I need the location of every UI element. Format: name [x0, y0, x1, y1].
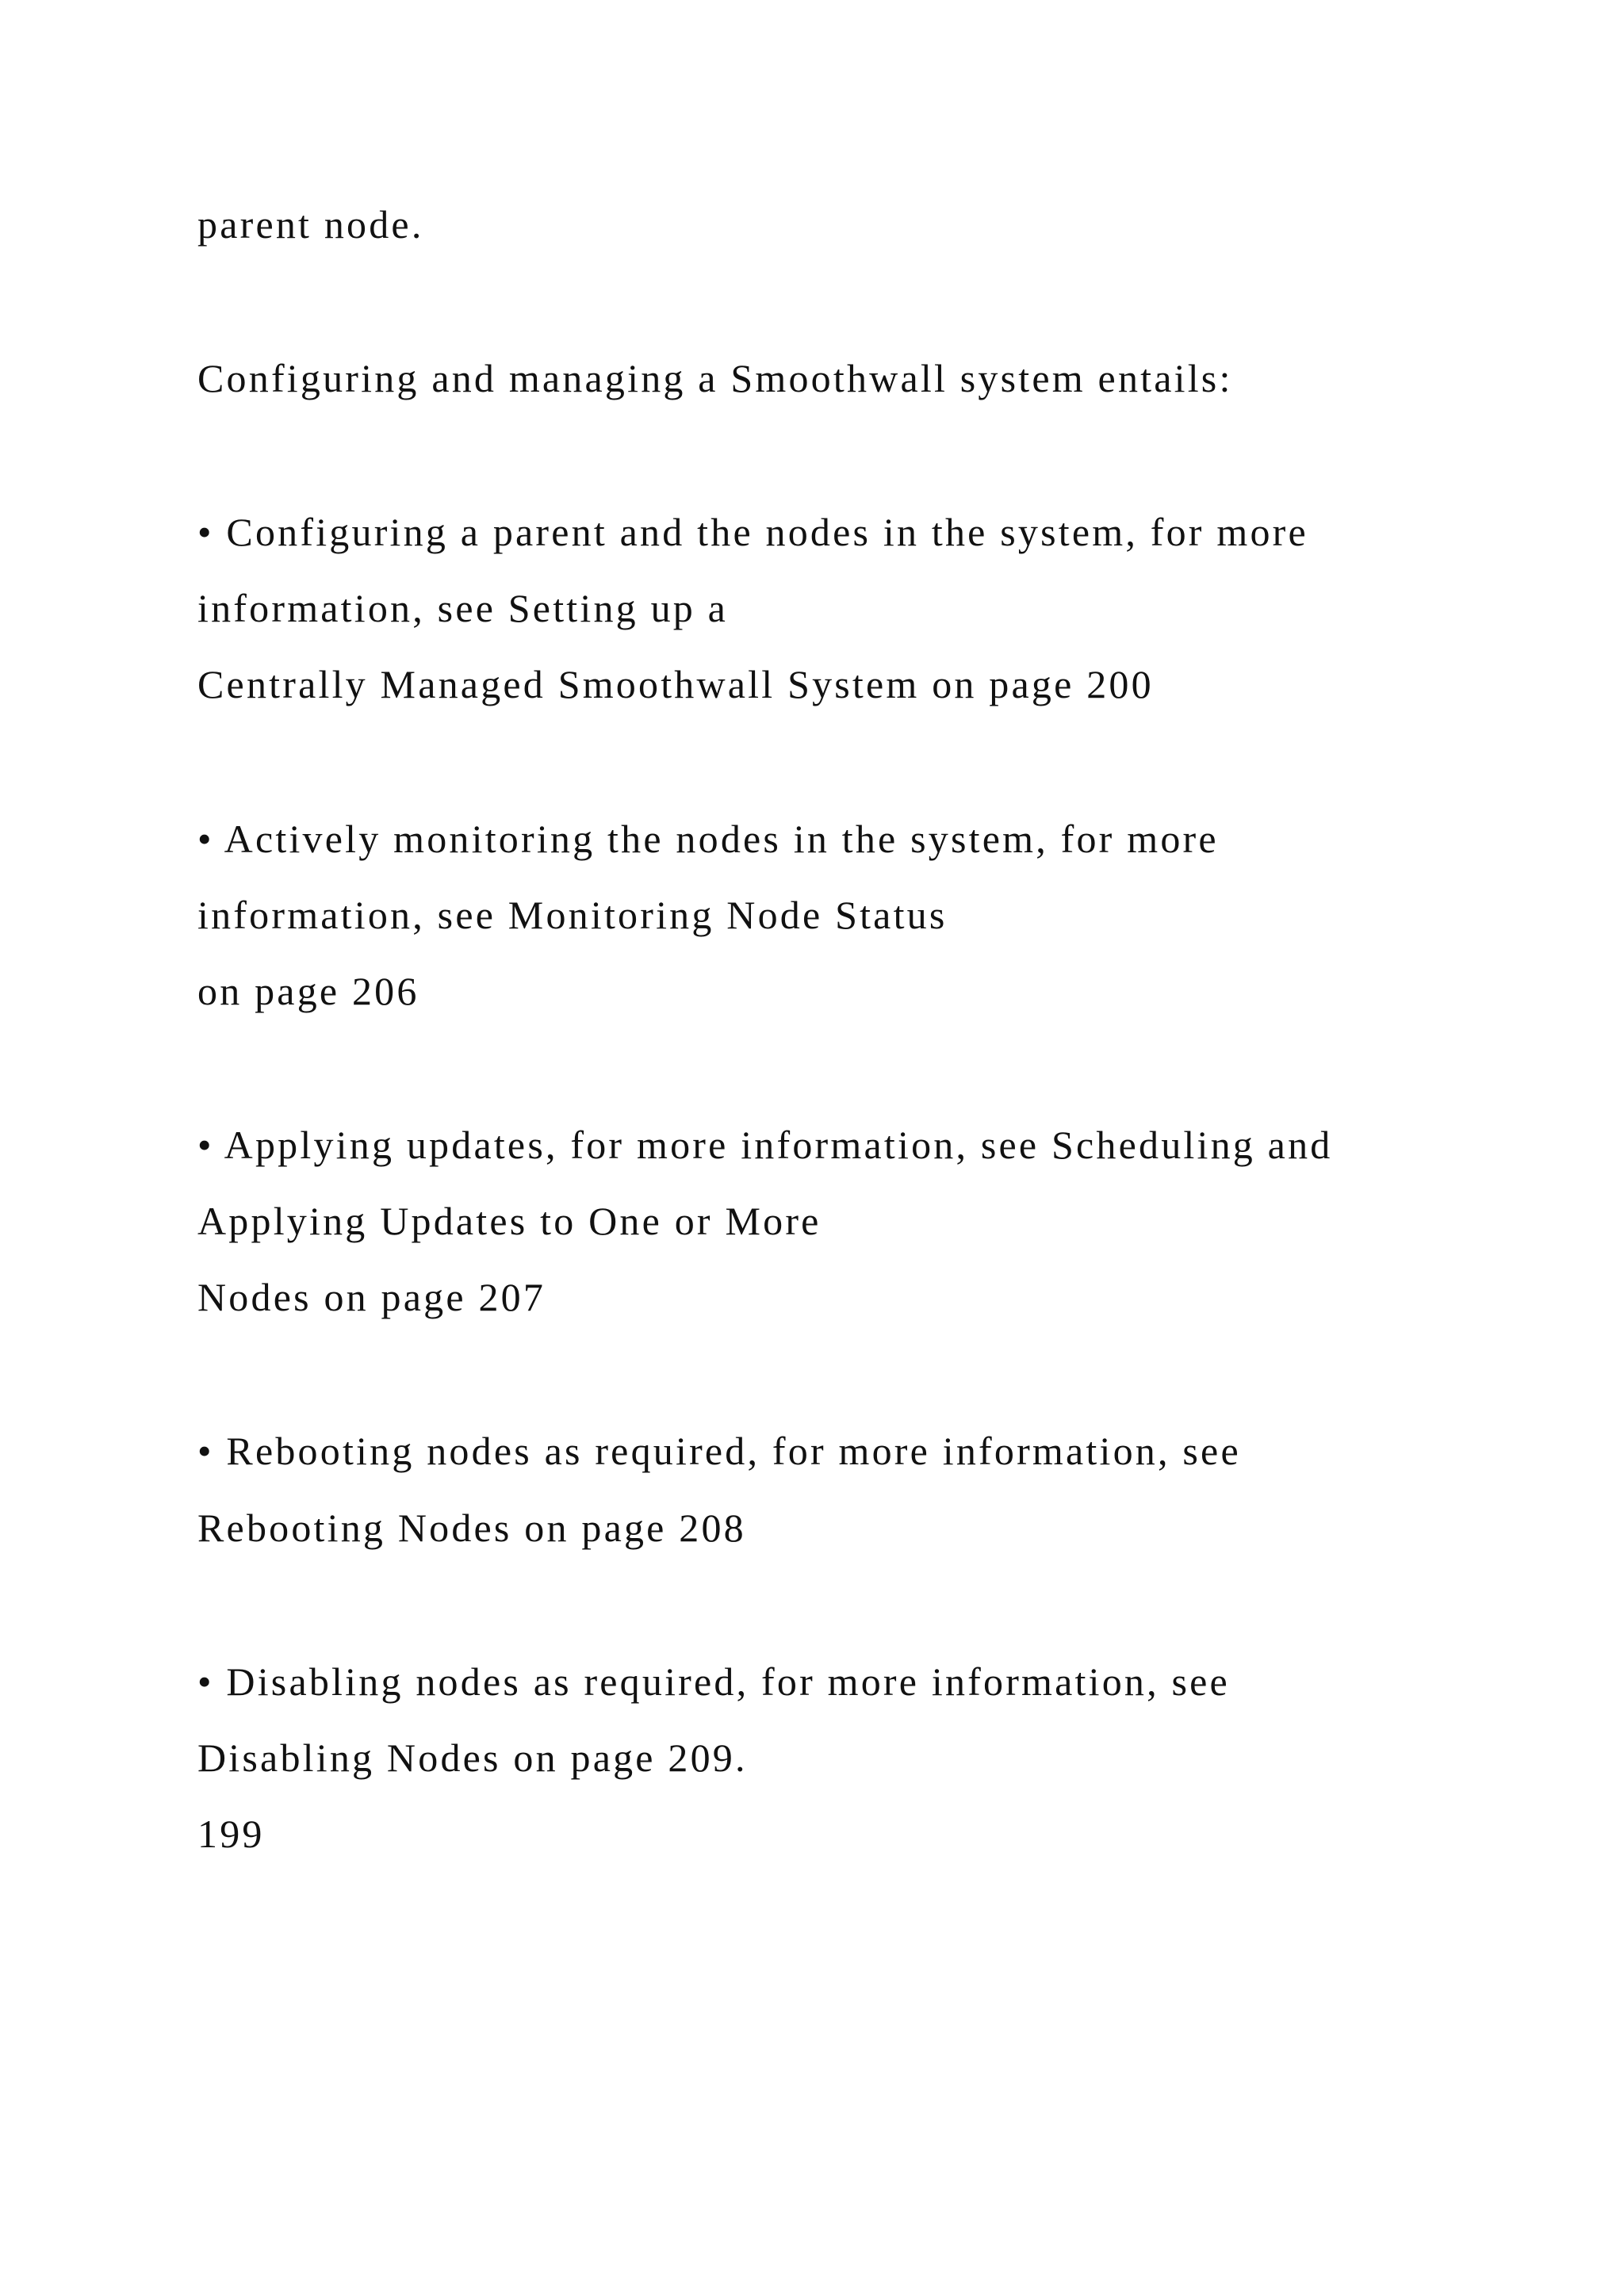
list-item-line: Rebooting Nodes on page 208 [197, 1506, 746, 1550]
list-item-line: Centrally Managed Smoothwall System on page 200 [197, 662, 1154, 706]
list-item-line: • Applying updates, for more information, see Scheduling and [197, 1123, 1333, 1167]
list-item-line: • Rebooting nodes as required, for more information, see [197, 1429, 1241, 1473]
lead-paragraph: Configuring and managing a Smoothwall system entails: [197, 356, 1233, 400]
list-item-line: • Actively monitoring the nodes in the system, for more [197, 817, 1219, 861]
list-item-line: Applying Updates to One or More [197, 1199, 822, 1243]
list-item-line: Nodes on page 207 [197, 1275, 546, 1319]
list-item-line: • Disabling nodes as required, for more information, see [197, 1659, 1230, 1704]
list-item-line: information, see Monitoring Node Status [197, 893, 948, 937]
intro-tail: parent node. [197, 202, 424, 247]
list-item-line: on page 206 [197, 969, 419, 1013]
page-number: 199 [197, 1812, 265, 1856]
list-item-line: Disabling Nodes on page 209. [197, 1735, 748, 1780]
list-item-line: information, see Setting up a [197, 586, 729, 630]
list-item-line: • Configuring a parent and the nodes in the system, for more [197, 510, 1308, 554]
